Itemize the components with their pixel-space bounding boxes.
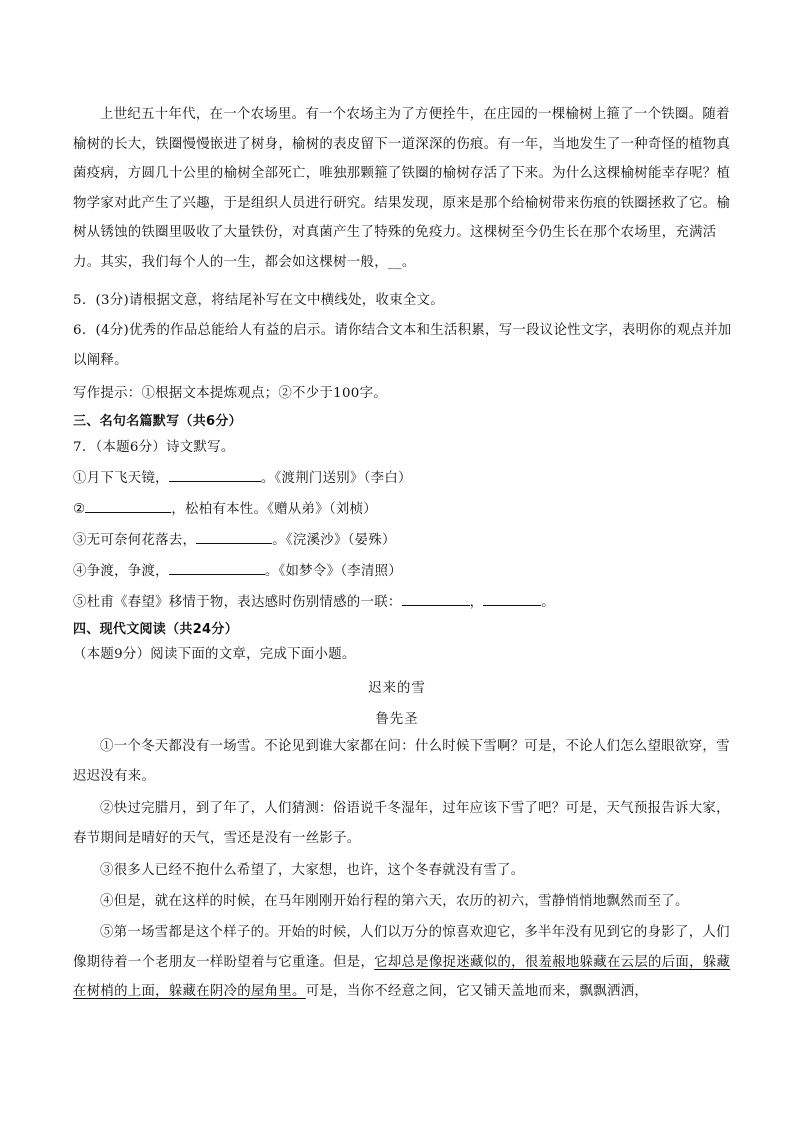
article-paragraph-3: ③很多人已经不抱什么希望了，大家想，也许，这个冬春就没有雪了。 [100, 863, 525, 878]
article-paragraph-2: ②快过完腊月，到了年了，人们猜测：俗语说千冬湿年，过年应该下雪了吧？可是，天气预报告诉大家，春节期间是晴好的天气，雪还是没有一丝影子。 [73, 801, 730, 846]
recite-item-2: ② ，松柏有本性。《赠从弟》（刘桢） [73, 502, 377, 517]
passage-intro-text: 上世纪五十年代，在一个农场里。有一个农场主为了方便拴牛，在庄园的一棵榆树上箍了一个铁圈。随着榆树的长大，铁圈慢慢嵌进了树身，榆树的表皮留下一道深深的伤痕。有一年，当地发生了一种奇怪的植物真菌疫病，方圆几十公里的榆树全部死亡，唯独那颗箍了铁圈的榆树存活了下来。为什么这棵榆树能幸存呢？植物学家对此产生了兴趣，于是组织人员进行研究。结果发现，原来是那个给榆树带来伤痕的铁圈拯救了它。榆树从锈蚀的铁圈里吸收了大量铁份，对真菌产生了特殊的免疫力。这棵树至今仍生长在那个农场里，充满活力。其实，我们每个人的一生，都会如这棵树一般， [73, 107, 731, 270]
section-4-intro: （本题9分）阅读下面的文章，完成下面小题。 [73, 647, 356, 662]
underlined-sentence: 它却总是像捉迷藏似的，很羞赧地躲藏在云层的后面，躲藏在树梢的上面，躲藏在阴冷的屋角里。 [73, 954, 731, 999]
answer-blank[interactable] [483, 593, 541, 606]
article-author: 鲁先圣 [375, 712, 419, 727]
question-6: 6．(4分)优秀的作品总能给人有益的启示。请你结合文本和生活积累，写一段议论性文字，表明你的观点并加以阐释。 [73, 323, 732, 368]
recite-item-4: ④争渡，争渡， 。《如梦令》（李清照） [73, 564, 403, 579]
recite-item-5: ⑤杜甫《春望》移情于物，表达感时伤别情感的一联： ， 。 [73, 595, 555, 610]
section-3-title: 三、名句名篇默写（共6分） [73, 414, 242, 429]
question-5: 5．(3分)请根据文意，将结尾补写在文中横线处，收束全文。 [73, 293, 444, 308]
answer-blank[interactable] [169, 562, 265, 575]
passage-intro [73, 100, 733, 277]
answer-blank-q5: __。 [387, 254, 416, 270]
article-paragraph-4: ④但是，就在这样的时候，在马年刚刚开始行程的第六天，农历的初六，雪静悄悄地飘然而至了。 [100, 894, 689, 909]
answer-blank[interactable] [169, 469, 261, 482]
question-7: 7．（本题6分）诗文默写。 [73, 440, 235, 455]
answer-blank[interactable] [402, 593, 470, 606]
article-paragraph-1: ①一个冬天都没有一场雪。不论见到谁大家都在问：什么时候下雪啊？可是，不论人们怎么望眼欲穿，雪迟迟没有来。 [73, 739, 730, 784]
recite-item-1: ①月下飞天镜， 。《渡荆门送别》（李白） [73, 471, 412, 486]
recite-item-3: ③无可奈何花落去， 。《浣溪沙》（晏殊） [73, 533, 396, 548]
answer-blank[interactable] [196, 531, 272, 544]
article-title: 迟来的雪 [368, 681, 426, 696]
article-paragraph-5: ⑤第一场雪都是这个样子的。开始的时候，人们以万分的惊喜欢迎它，多半年没有见到它的身影了，人们像期待着一个老朋友一样盼望着与它重逢。但是，它却总是像捉迷藏似的，很羞赧地躲藏在云层的后面，躲藏在树梢的上面，躲藏在阴冷的屋角里。可是，当你不经意之间，它又铺天盖地而来，飘飘洒洒， [73, 925, 731, 999]
section-4-title: 四、现代文阅读（共24分） [73, 622, 238, 637]
writing-tip: 写作提示：①根据文本提炼观点；②不少于100字。 [73, 386, 387, 401]
answer-blank[interactable] [85, 500, 171, 513]
